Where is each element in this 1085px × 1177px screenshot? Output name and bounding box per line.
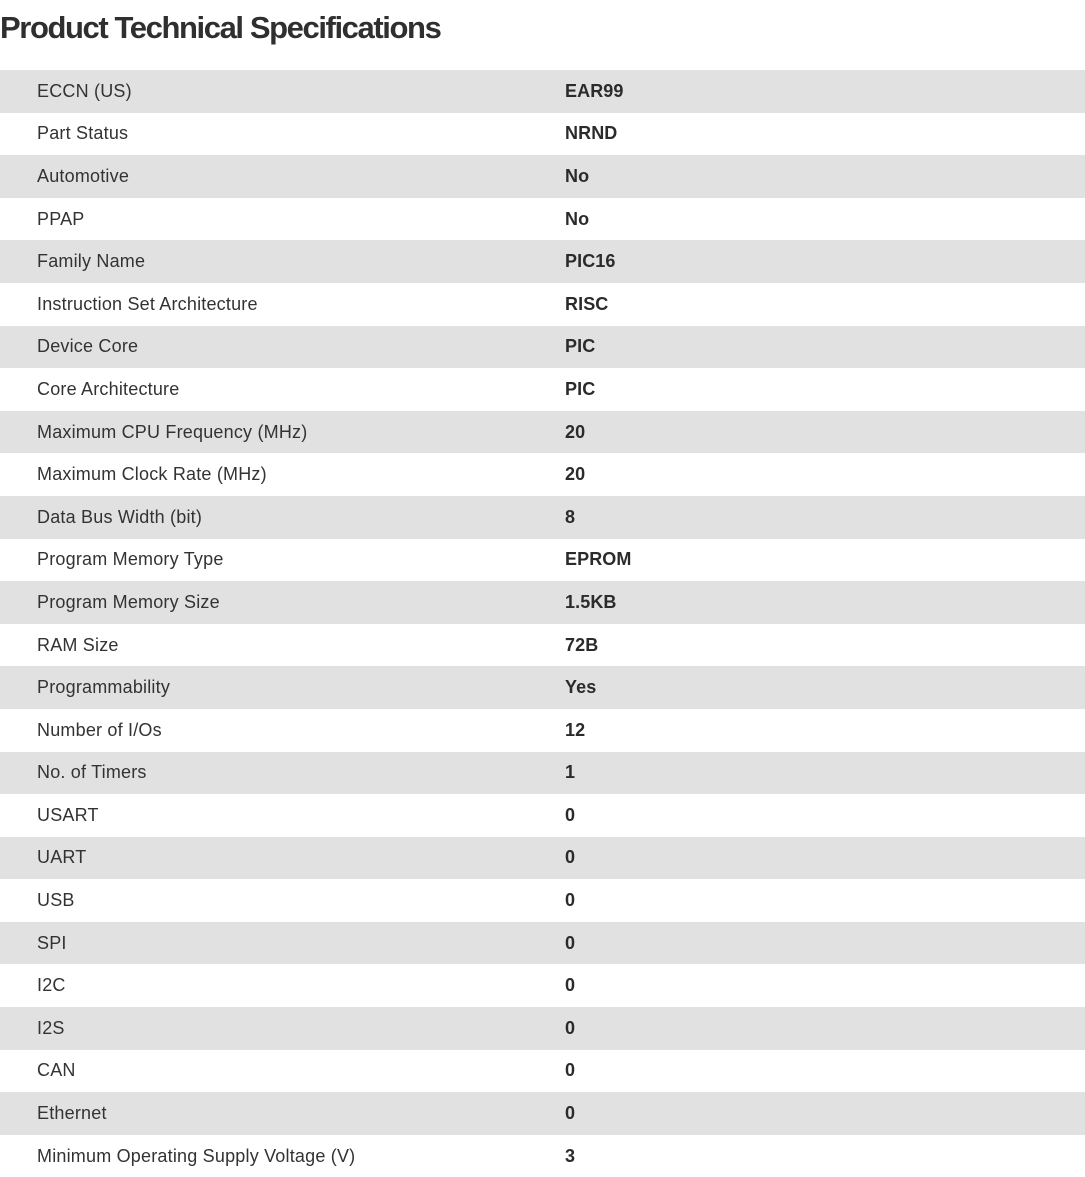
spec-value: EAR99 [565, 80, 624, 101]
spec-label: USB [37, 890, 75, 911]
spec-label: No. of Timers [37, 762, 147, 783]
spec-value: 8 [565, 506, 576, 527]
spec-label: Instruction Set Architecture [37, 293, 258, 314]
spec-label: Family Name [37, 251, 146, 272]
spec-label: I2S [37, 1017, 65, 1038]
spec-value: 12 [565, 719, 586, 740]
spec-label: USART [37, 804, 99, 825]
spec-value: 0 [565, 932, 576, 953]
spec-value: 0 [565, 1060, 576, 1081]
spec-label: UART [37, 847, 87, 868]
spec-label: Device Core [37, 336, 139, 357]
spec-value: No [565, 165, 590, 186]
spec-row [0, 155, 1085, 198]
spec-label: RAM Size [37, 634, 119, 655]
spec-label: Programmability [37, 677, 171, 698]
spec-label: Maximum CPU Frequency (MHz) [37, 421, 308, 442]
spec-row [0, 581, 1085, 624]
spec-label: Core Architecture [37, 378, 180, 399]
spec-value: 0 [565, 890, 576, 911]
spec-value: 0 [565, 1017, 576, 1038]
spec-row [0, 1092, 1085, 1135]
spec-row [0, 794, 1085, 837]
spec-row [0, 368, 1085, 411]
spec-value: NRND [565, 123, 618, 144]
spec-row [0, 326, 1085, 369]
spec-row [0, 453, 1085, 496]
spec-value: 0 [565, 804, 576, 825]
spec-row [0, 113, 1085, 156]
spec-row [0, 198, 1085, 241]
spec-label: Minimum Operating Supply Voltage (V) [37, 1145, 356, 1166]
spec-row [0, 837, 1085, 880]
spec-label: Automotive [37, 165, 130, 186]
spec-row [0, 411, 1085, 454]
spec-value: 3 [565, 1145, 576, 1166]
spec-label: ECCN (US) [37, 80, 132, 101]
spec-label: Ethernet [37, 1103, 107, 1124]
spec-row [0, 964, 1085, 1007]
spec-label: Maximum Clock Rate (MHz) [37, 464, 267, 485]
page-title: Product Technical Specifications [0, 10, 441, 45]
spec-row [0, 70, 1085, 113]
spec-row [0, 752, 1085, 795]
spec-table [0, 70, 1085, 1177]
spec-value: 0 [565, 847, 576, 868]
spec-label: Part Status [37, 123, 129, 144]
spec-row [0, 666, 1085, 709]
spec-row [0, 283, 1085, 326]
spec-label: Number of I/Os [37, 719, 162, 740]
spec-value: 20 [565, 464, 586, 485]
spec-row [0, 539, 1085, 582]
spec-row [0, 879, 1085, 922]
spec-label: Data Bus Width (bit) [37, 506, 203, 527]
spec-value: 1 [565, 762, 576, 783]
spec-label: Program Memory Type [37, 549, 224, 570]
spec-value: 0 [565, 1103, 576, 1124]
spec-label: Program Memory Size [37, 591, 220, 612]
spec-row [0, 1050, 1085, 1093]
spec-row [0, 240, 1085, 283]
spec-value: 0 [565, 975, 576, 996]
spec-label: PPAP [37, 208, 85, 229]
spec-value: PIC [565, 336, 596, 357]
spec-label: SPI [37, 932, 67, 953]
spec-label: I2C [37, 975, 66, 996]
spec-row [0, 922, 1085, 965]
spec-value: 20 [565, 421, 586, 442]
spec-value: RISC [565, 293, 609, 314]
spec-value: No [565, 208, 590, 229]
spec-value: PIC16 [565, 251, 616, 272]
spec-row [0, 709, 1085, 752]
spec-value: 1.5KB [565, 591, 617, 612]
spec-row [0, 1007, 1085, 1050]
spec-value: Yes [565, 677, 597, 698]
spec-value: PIC [565, 378, 596, 399]
spec-row [0, 624, 1085, 667]
spec-row [0, 1135, 1085, 1177]
spec-value: 72B [565, 634, 599, 655]
spec-row [0, 496, 1085, 539]
spec-label: CAN [37, 1060, 76, 1081]
spec-value: EPROM [565, 549, 632, 570]
